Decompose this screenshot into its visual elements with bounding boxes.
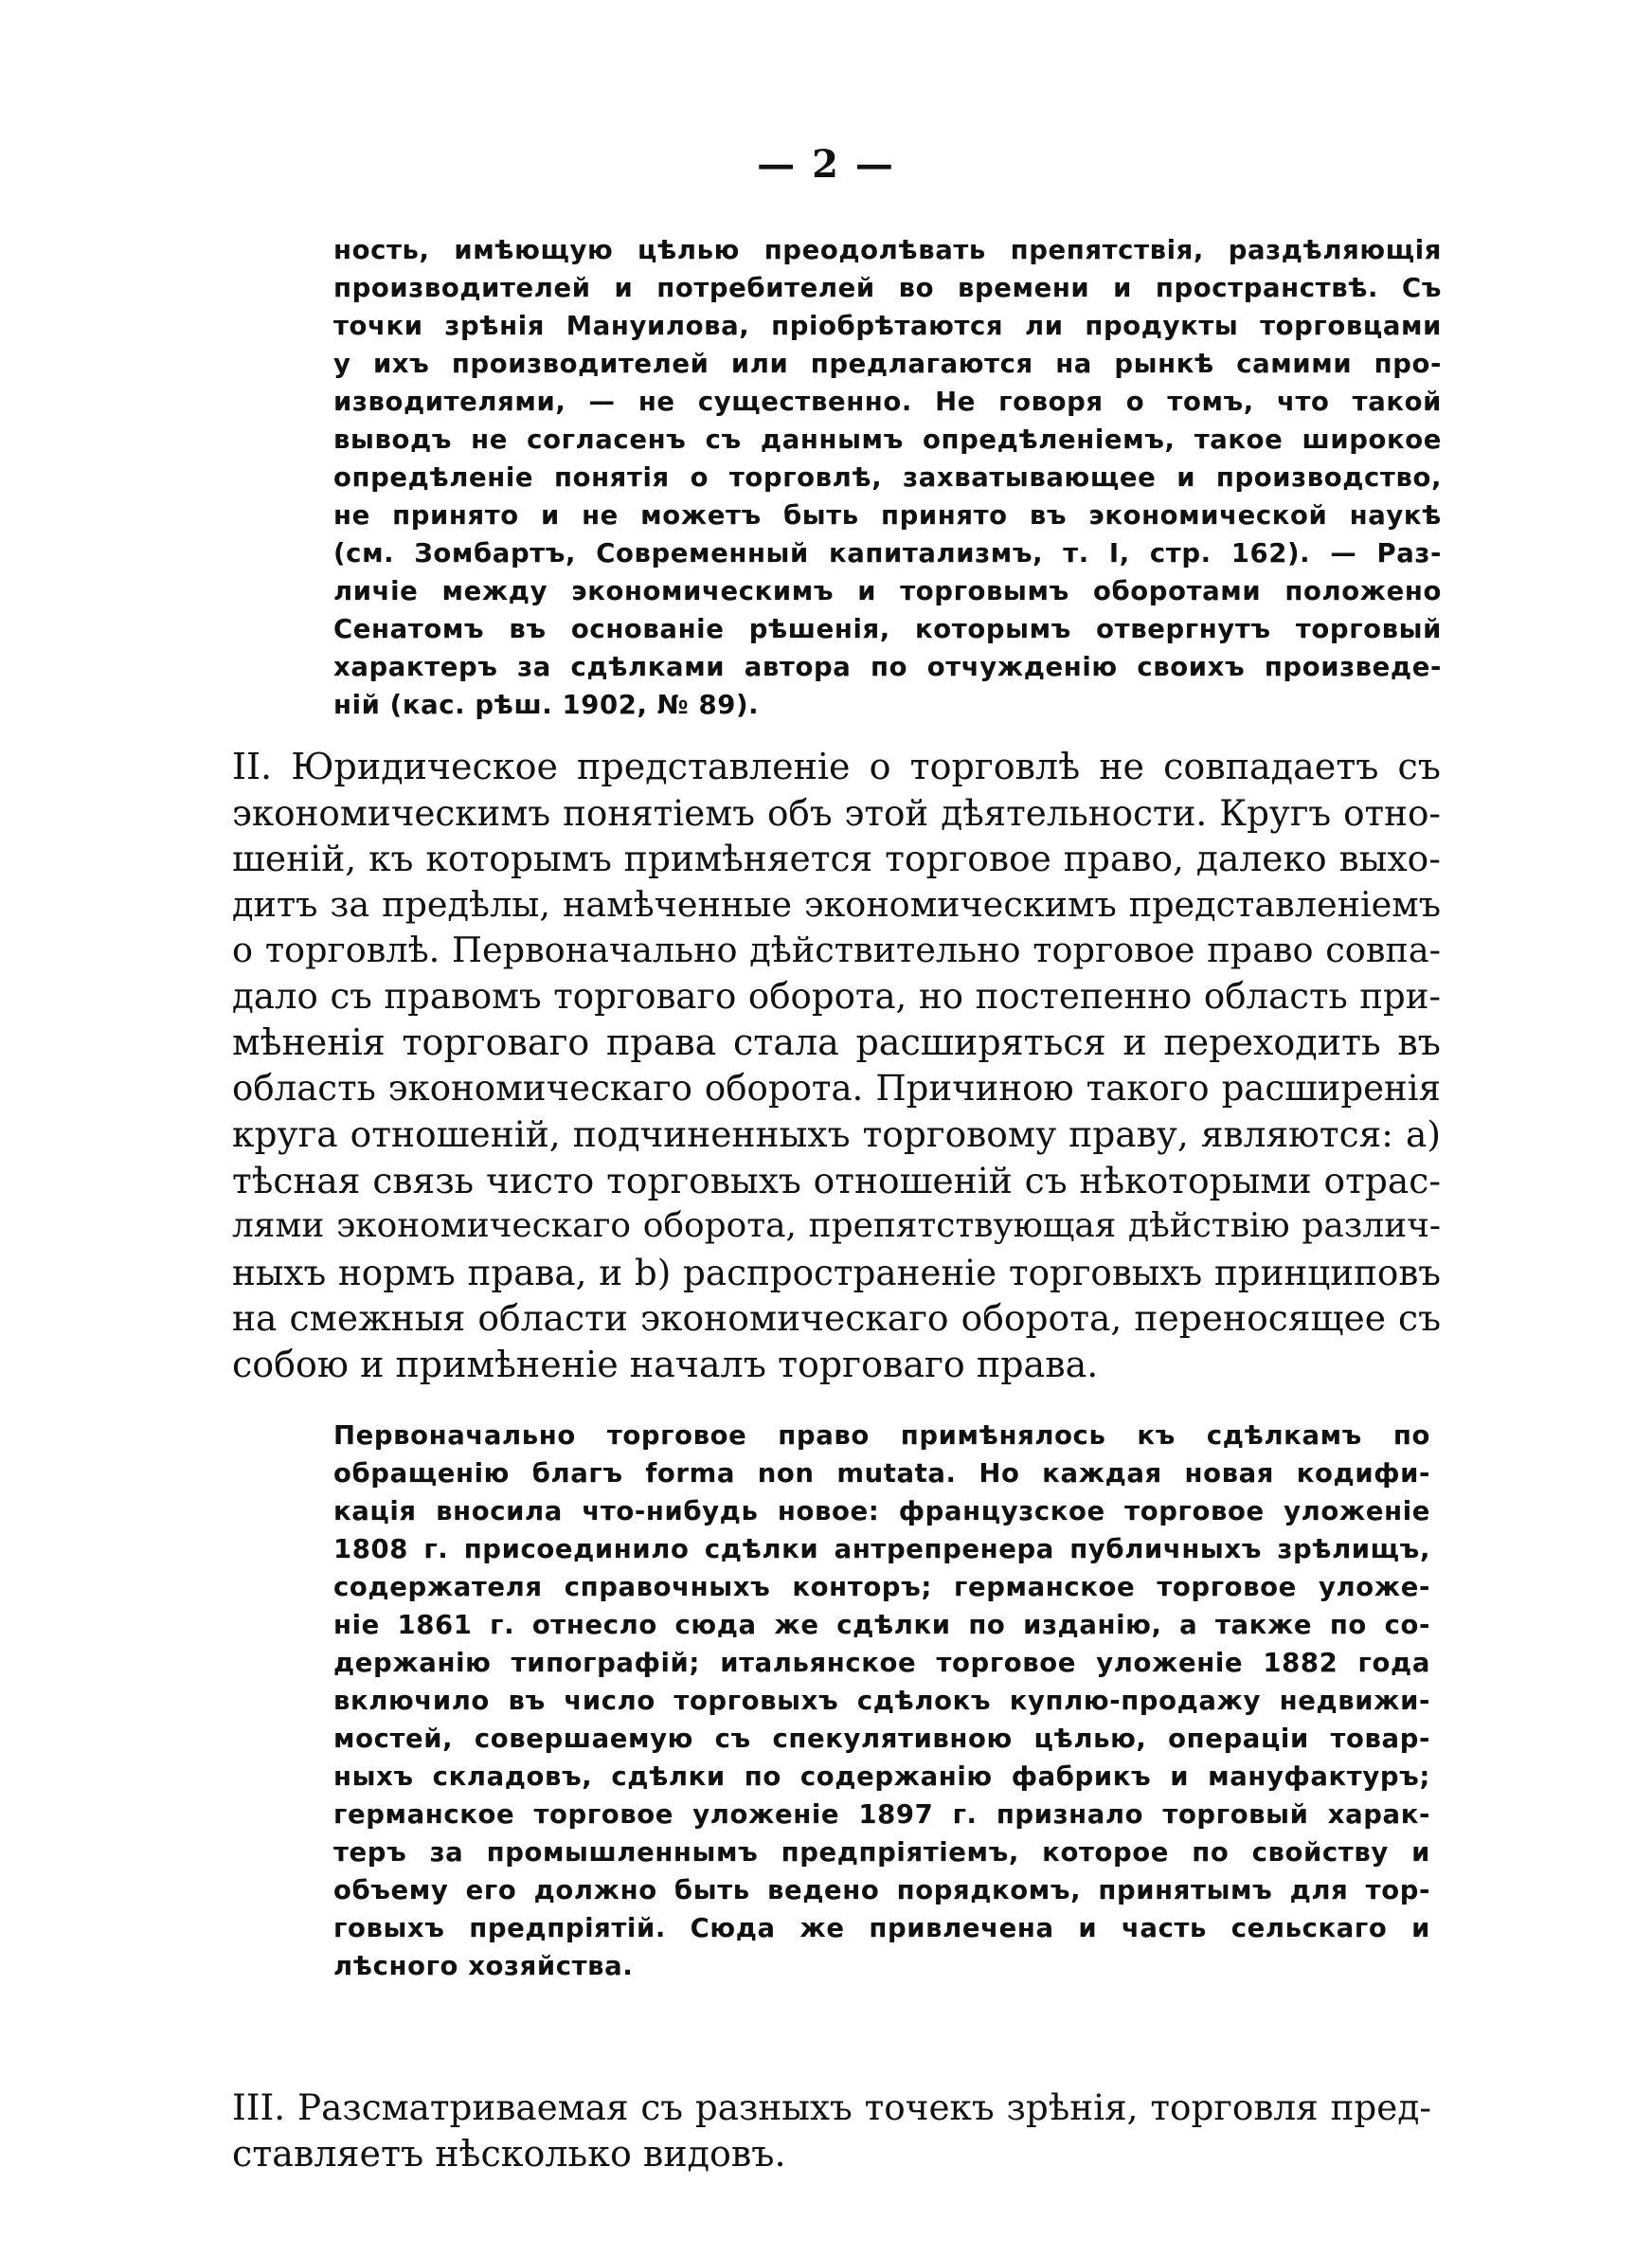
- text-line: выводъ не согласенъ съ даннымъ опредѣленіемъ, такое широкое: [333, 424, 1442, 455]
- text-line: ніе 1861 г. отнесло сюда же сдѣлки по изданію, а также по со-: [333, 1610, 1430, 1640]
- text-line: на смежныя области экономическаго оборота, переносящее съ: [232, 1297, 1441, 1339]
- text-line: Сенатомъ въ основаніе рѣшенія, которымъ отвергнутъ торговый: [333, 614, 1442, 644]
- text-line: объему его должно быть ведено порядкомъ, принятымъ для тор-: [333, 1875, 1430, 1905]
- text-line: не принято и не можетъ быть принято въ экономической наукѣ: [333, 500, 1442, 531]
- page-number: — 2 —: [757, 142, 895, 187]
- text-line: II. Юридическое представленіе о торговлѣ не совпадаетъ съ: [232, 746, 1441, 787]
- text-line: экономическимъ понятіемъ объ этой дѣятельности. Кругъ отно-: [232, 791, 1441, 834]
- text-line: обращенію благъ forma non mutata. Но каждая новая кодифи-: [333, 1458, 1430, 1489]
- text-line: 1808 г. присоединило сдѣлки антрепренера публичныхъ зрѣлищъ,: [333, 1534, 1430, 1564]
- text-line: кація вносила что-нибудь новое: французское торговое уложеніе: [333, 1496, 1430, 1526]
- text-line: говыхъ предпріятій. Сюда же привлечена и часть сельскаго и: [333, 1913, 1430, 1943]
- footnote-block-2: [333, 1417, 1430, 1985]
- text-line: у ихъ производителей или предлагаются на рынкѣ самими про-: [333, 349, 1442, 379]
- text-line: ность, имѣющую цѣлью преодолѣвать препятствія, раздѣляющія: [333, 235, 1442, 265]
- text-line: личіе между экономическимъ и торговымъ оборотами положено: [333, 576, 1442, 606]
- text-line: мостей, совершаемую съ спекулятивною цѣлью, операціи товар-: [333, 1724, 1430, 1754]
- text-line: ній (кас. рѣш. 1902, № 89).: [333, 690, 760, 720]
- text-line: дитъ за предѣлы, намѣченные экономическимъ представленіемъ: [232, 883, 1441, 925]
- text-line: ставляетъ нѣсколько видовъ.: [232, 2132, 786, 2175]
- section-iii-paragraph: [232, 2085, 1431, 2176]
- text-line: (см. Зомбартъ, Современный капитализмъ, т. I, стр. 162). — Раз-: [333, 538, 1442, 569]
- text-line: включило въ число торговыхъ сдѣлокъ куплю-продажу недвижи-: [333, 1686, 1430, 1716]
- text-line: германское торговое уложеніе 1897 г. признало торговый харак-: [333, 1799, 1430, 1830]
- text-line: тѣсная связь чисто торговыхъ отношеній съ нѣкоторыми отрас-: [232, 1159, 1441, 1201]
- text-line: ныхъ складовъ, сдѣлки по содержанію фабрикъ и мануфактуръ;: [333, 1761, 1430, 1792]
- text-line: содержателя справочныхъ конторъ; германское торговое уложе-: [333, 1572, 1430, 1602]
- text-line: собою и примѣненіе началъ торговаго права.: [232, 1343, 1099, 1385]
- text-line: производителей и потребителей во времени и пространствѣ. Съ: [333, 273, 1442, 303]
- text-line: круга отношеній, подчиненныхъ торговому праву, являются: a): [232, 1113, 1441, 1155]
- text-line: шеній, къ которымъ примѣняется торговое право, далеко выхо-: [232, 838, 1441, 879]
- text-line: дало съ правомъ торговаго оборота, но постепенно область при-: [232, 975, 1441, 1017]
- text-line: мѣненія торговаго права стала расширяться и переходить въ: [232, 1021, 1441, 1063]
- text-line: лѣсного хозяйства.: [333, 1951, 634, 1981]
- section-ii-paragraph: [232, 744, 1441, 1387]
- text-line: Первоначально торговое право примѣнялось къ сдѣлкамъ по: [333, 1420, 1430, 1451]
- text-line: опредѣленіе понятія о торговлѣ, захватывающее и производство,: [333, 462, 1442, 493]
- footnote-block-1: [333, 231, 1442, 724]
- text-line: область экономическаго оборота. Причиною такого расширенія: [232, 1067, 1441, 1109]
- text-line: лями экономическаго оборота, препятствующая дѣйствію различ-: [232, 1206, 1441, 1245]
- text-line: изводителями, — не существенно. Не говоря о томъ, что такой: [333, 387, 1442, 417]
- text-line: характеръ за сдѣлками автора по отчужденію своихъ произведе-: [333, 652, 1442, 682]
- text-line: точки зрѣнія Мануилова, пріобрѣтаются ли продукты торговцами: [333, 311, 1442, 341]
- text-line: о торговлѣ. Первоначально дѣйствительно торговое право совпа-: [232, 930, 1441, 970]
- text-line: ныхъ нормъ права, и b) распространеніе торговыхъ принциповъ: [232, 1251, 1441, 1293]
- text-line: III. Разсматриваемая съ разныхъ точекъ зрѣнія, торговля пред-: [232, 2086, 1431, 2128]
- text-line: держанію типографій; итальянское торговое уложеніе 1882 года: [333, 1648, 1430, 1678]
- text-line: теръ за промышленнымъ предпріятіемъ, которое по свойству и: [333, 1837, 1430, 1868]
